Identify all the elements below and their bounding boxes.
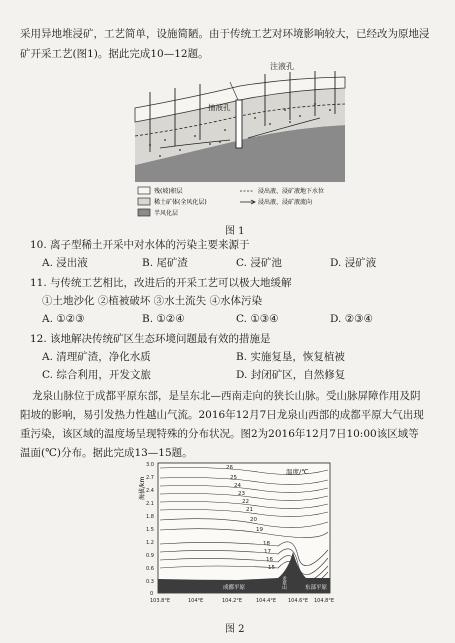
y-tick: 1.5 xyxy=(146,527,154,533)
y-tick: 2.1 xyxy=(146,501,154,507)
isotherm-label: 19 xyxy=(256,527,263,533)
intro2-line1: 龙泉山脉位于成都平原东部，是呈东北—西南走向的狭长山脉。受山脉屏障作用及阴 xyxy=(32,390,421,402)
label-chengdu-plain: 成都平原 xyxy=(223,585,246,591)
y-tick: 1.8 xyxy=(146,514,154,520)
isotherm-label: 21 xyxy=(246,507,253,513)
legend-weathered: 半风化层 xyxy=(154,210,179,217)
legend-soil: 残(坡)积层 xyxy=(154,188,183,195)
y-tick: 0 xyxy=(150,591,154,597)
q11-option-d: D. ②③④ xyxy=(330,313,373,325)
isotherm-label: 25 xyxy=(230,475,237,481)
label-longquan-mountain: 龙泉山 xyxy=(281,576,287,590)
isotherm-label: 15 xyxy=(268,565,275,571)
x-tick: 103.8°E xyxy=(150,598,170,604)
legend-flow: 浸出液、浸矿液流向 xyxy=(258,199,313,206)
q10-option-a: A. 浸出液 xyxy=(42,257,88,269)
q10-option-b: B. 尾矿渣 xyxy=(142,257,188,269)
q10-stem: 10. 离子型稀土开采中对水体的污染主要来源于 xyxy=(30,239,250,251)
intro1-line2: 矿开采工艺(图1)。据此完成10—12题。 xyxy=(20,48,209,60)
isotherm-label: 23 xyxy=(238,491,245,497)
label-east-plain: 东部平原 xyxy=(305,585,328,591)
q12-option-a: A. 清理矿渣，净化水质 xyxy=(42,351,151,363)
q11-option-b: B. ①②④ xyxy=(142,313,185,325)
intro2-line4: 温面(℃)分布。据此完成13—15题。 xyxy=(20,447,193,459)
y-tick: 0.6 xyxy=(146,566,154,572)
isotherm-label: 22 xyxy=(242,499,249,505)
q12-option-c: C. 综合利用，开发文旅 xyxy=(42,369,151,381)
y-tick: 0.3 xyxy=(146,579,154,585)
collection-hole-label: 抽液孔 xyxy=(208,103,231,112)
q12-stem: 12. 该地解决传统矿区生态环境问题最有效的措施是 xyxy=(30,333,271,345)
x-tick: 104°E xyxy=(188,598,204,604)
q11-option-a: A. ①②③ xyxy=(42,313,85,325)
figure2-diagram xyxy=(138,460,338,612)
x-tick: 104.6°E xyxy=(288,598,308,604)
intro2-line3: 重污染，该区域的温度场呈现特殊的分布状况。图2为2016年12月7日10:00该区域等 xyxy=(20,428,419,440)
x-tick: 104.4°E xyxy=(256,598,276,604)
q12-option-d: D. 封闭矿区，自然修复 xyxy=(236,369,346,381)
y-tick: 3.0 xyxy=(146,462,154,468)
figure2-y-label: 海拔/km xyxy=(139,476,146,500)
isotherm-label: 18 xyxy=(263,541,270,547)
isotherm-label: 26 xyxy=(226,465,233,471)
figure1-caption: 图 1 xyxy=(225,226,245,237)
legend-water-table: 浸出液、浸矿液地下水位 xyxy=(258,188,325,195)
isotherm-label: 17 xyxy=(264,549,271,555)
x-tick: 104.8°E xyxy=(314,598,334,604)
figure1-diagram xyxy=(120,62,360,222)
isotherm-label: 16 xyxy=(266,557,273,563)
legend-ore: 稀土矿体(全风化层) xyxy=(154,199,207,206)
figure2-legend-title: 温度/℃ xyxy=(286,468,309,476)
isotherm-label: 20 xyxy=(250,517,257,523)
q11-stem: 11. 与传统工艺相比，改进后的开采工艺可以极大地缓解 xyxy=(30,277,292,289)
y-tick: 1.2 xyxy=(146,540,154,546)
y-tick: 2.7 xyxy=(146,475,154,481)
figure2-frame xyxy=(158,463,330,593)
x-tick: 104.2°E xyxy=(222,598,242,604)
y-tick: 2.4 xyxy=(146,488,154,494)
collection-hole xyxy=(236,100,242,148)
intro1-line1: 采用异地堆浸矿，工艺简单，设施简陋。由于传统工艺对环境影响较大，已经改为原地浸 xyxy=(20,28,430,40)
injection-hole-label: 注液孔 xyxy=(270,62,294,71)
y-tick: 0.9 xyxy=(146,553,154,559)
isotherm-label: 24 xyxy=(234,483,241,489)
q12-option-b: B. 实施复垦，恢复植被 xyxy=(236,351,345,363)
intro2-line2: 阳坡的影响，易引发热力性越山气流。2016年12月7日龙泉山西部的成都平原大气出现 xyxy=(20,409,424,421)
q11-items: ①土地沙化 ②植被破坏 ③水土流失 ④水体污染 xyxy=(42,295,263,307)
figure2-caption: 图 2 xyxy=(225,624,245,635)
q10-option-d: D. 浸矿液 xyxy=(330,257,377,269)
q11-option-c: C. ①③④ xyxy=(236,313,279,325)
q10-option-c: C. 浸矿池 xyxy=(236,257,282,269)
